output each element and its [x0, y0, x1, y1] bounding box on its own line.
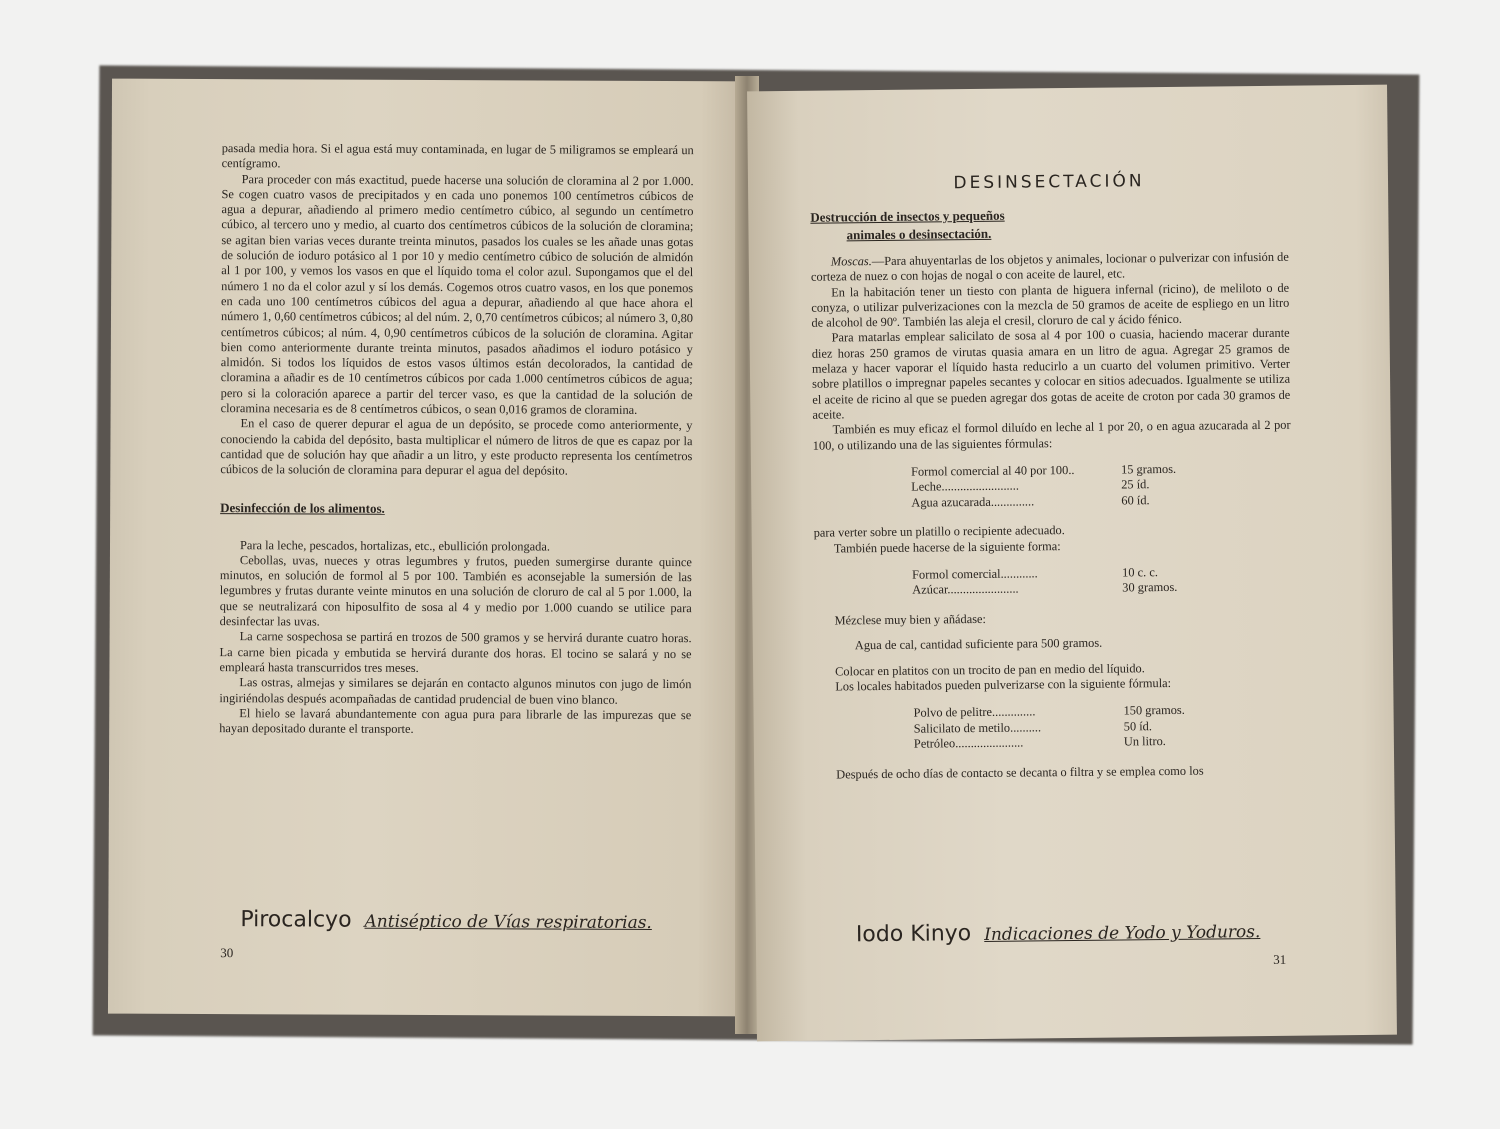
formula-quantity: 30 gramos.: [1122, 580, 1178, 595]
paragraph-body: —Para ahuyentarlas de los objetos y animales, locionar o pulverizar con infusión de corteza de nuez o con hojas de nogal o con aceite de laurel, etc.: [810, 249, 1289, 285]
formula-row: [912, 579, 1292, 598]
formula-ingredient: Azúcar.......................: [912, 582, 1019, 598]
formula-quantity: 25 íd.: [1121, 477, 1150, 492]
formula-quantity: 10 c. c.: [1122, 565, 1158, 580]
formula-quantity: 15 gramos.: [1120, 461, 1177, 477]
paragraph: Para proceder con más exactitud, puede hacerse una solución de cloramina al 2 por 1.000. Se cogen cuatro vasos de precipitados y en cada uno ponemos 100 centímetros cúbicos de agua a depurar, añadiendo al primero medio centímetro cúbico, al segundo un centímetro cúbico, al tercero uno y medio, al cuarto dos centímetros cúbicos de la solución de cloramina; se agitan bien varias veces durante treinta minutos, pasados los cuales se les añade unas gotas de solución de ioduro potásico al 1 por 10 y medio centímetro cúbico de solución de almidón al 1 por 100, y vemos los vasos en que el líquido toma el color azul. Supongamos que el del número 1 no da el color azul y sí los demás. Cogemos otros cuatro vasos, en los que ponemos en cada uno 100 centímetros cúbicos del agua a depurar, añadiendo al que hace ahora el número 1, 0,60 centímetros cúbicos; al del núm. 2, 0,70 centímetros cúbicos; al número 3, 0,80 centímetros cúbicos; al núm. 4, 0,90 centímetros cúbicos de la solución de cloramina. Agitar bien como anteriormente durante treinta minutos, pasados añadimos el ioduro potásico y almidón. Si todos los líquidos de estos vasos últimos están decolorados, la cantidad de cloramina a añadir es de 10 centímetros cúbicos por cada 1.000 centímetros cúbicos de agua; pero si la coloración aparece a partir del tercer vaso, es que la cantidad de la solución de cloramina necesaria es de 8 centímetros cúbicos, o sean 0,016 gramos de cloramina.: [220, 171, 694, 417]
section-heading: [810, 204, 1288, 245]
formula-row: [914, 733, 1294, 752]
formula-2: [912, 564, 1292, 599]
formula-ingredient: Petróleo......................: [913, 735, 1024, 751]
paragraph: El hielo se lavará abundantemente con agua pura para librarle de las impurezas que se hayan depositado durante el transporte.: [219, 705, 692, 737]
paragraph: para verter sobre un platillo o recipiente adecuado.: [813, 523, 1065, 541]
ad-tagline: Antiséptico de Vías respiratorias.: [364, 911, 652, 933]
paragraph: También es muy eficaz el formol diluído en leche al 1 por 20, o en agua azucarada al 2 por 100, o utilizando una de las siguientes fórmulas:: [812, 417, 1291, 453]
section-heading-line: animales o desinsectación.: [846, 225, 992, 243]
paragraph: pasada media hora. Si el agua está muy contaminada, en lugar de 5 miligramos se empleará un centígramo.: [221, 141, 694, 171]
page-title: DESINSECTACIÓN: [953, 171, 1145, 194]
paragraph: Colocar en platitos con un trocito de pan en medio del líquido.: [835, 660, 1145, 679]
paragraph: Las ostras, almejas y similares se dejarán en contacto algunos minutos con jugo de limón ingiriéndolas después acompañadas de cantidad prudencial de buen vino blanco.: [219, 675, 692, 707]
paragraph: También puede hacerse de la siguiente forma:: [833, 538, 1061, 556]
paragraph: La carne sospechosa se partirá en trozos de 500 gramos y se hervirá durante cuatro horas. La carne bien picada y embutida se hervirá durante dos horas. El tocino se salará y no se empleará hasta transcurridos tres meses.: [219, 629, 692, 675]
paragraph: Después de ocho días de contacto se decanta o filtra y se emplea como los: [836, 763, 1204, 782]
paragraph: Agua de cal, cantidad suficiente para 500 gramos.: [854, 635, 1103, 653]
left-page: [108, 79, 752, 1017]
paragraph: Cebollas, uvas, nueces y otras legumbres y frutos, pueden sumergirse durante quince minutos, en solución de formol al 5 por 100. También es aconsejable la sumersión de las legumbres y frutas durante veinte minutos en una solución de cloruro de cal al 5 por 1.000, la que se neutralizará con hiposulfito de sosa al 4 y medio por 1.000 cuando se utilice para desinfectar las uvas.: [219, 552, 692, 629]
page-number: 30: [220, 945, 234, 961]
paragraph: En el caso de querer depurar el agua de un depósito, se procede como anteriormente, y conociendo la cabida del depósito, basta multiplicar el número de litros de que es capaz por la cantidad que de solución hay que añadir a un litro, y este producto representa los centímetros cúbicos de la solución de cloramina para depurar el agua del depósito.: [220, 416, 693, 478]
ad-tagline: Indicaciones de Yodo y Yoduros.: [984, 922, 1261, 945]
formula-ingredient: Leche.........................: [911, 478, 1019, 495]
paragraph: Para la leche, pescados, hortalizas, etc., ebullición prolongada.: [239, 537, 551, 554]
formula-ingredient: Polvo de pelitre..............: [913, 704, 1036, 720]
formula-ingredient: Salicilato de metilo..........: [913, 719, 1042, 736]
formula-quantity: Un litro.: [1123, 734, 1166, 749]
paragraph: Mézclese muy bien y añádase:: [834, 611, 987, 628]
paragraph: Para matarlas emplear salicilato de sosa al 4 por 100 o cuasia, haciendo macerar durante diez horas 250 gramos de virutas quasia amara en un litro de agua. Agregar 25 gramos de melaza y hacer vaporar el líquido hasta reducirlo a un cuarto del volumen primitivo. Verter sobre platillos o impregnar papeles secantes y colocar en sitios adecuados. Igualmente se utiliza el aceite de ricino al que se pueden agregar dos gotas de aceite de croton por cada 30 gramos de aceite.: [811, 326, 1291, 422]
formula-3: [913, 702, 1293, 752]
right-page: [747, 85, 1397, 1042]
paragraph: Los locales habitados pueden pulverizarse con la siguiente fórmula:: [835, 675, 1172, 694]
formula-row: [911, 492, 1291, 511]
ad-brand: Iodo Kinyo: [855, 921, 972, 948]
formula-ingredient: Formol comercial al 40 por 100..: [910, 462, 1075, 479]
formula-1: [911, 461, 1291, 511]
formula-ingredient: Agua azucarada..............: [911, 494, 1035, 510]
formula-quantity: 60 íd.: [1121, 493, 1150, 508]
section-heading: Desinfección de los alimentos.: [220, 499, 385, 516]
advertisement-footer: [856, 918, 1261, 947]
formula-ingredient: Formol comercial............: [912, 566, 1038, 582]
paragraph: [811, 250, 1289, 286]
ad-brand: Pirocalcyo: [240, 907, 352, 933]
formula-quantity: 50 íd.: [1123, 718, 1153, 734]
advertisement-footer: [240, 907, 652, 934]
paragraph-lead: Moscas.: [830, 254, 872, 269]
paragraph: En la habitación tener un tiesto con planta de higuera infernal (ricino), de meliloto o de conyza, o utilizar pulverizaciones con la mezcla de 50 gramos de aceite de espliego en un litro de alcohol de 90º. También las aleja el cresil, cloruro de cal y ácido fénico.: [811, 280, 1290, 330]
section-heading-line: Destrucción de insectos y pequeños: [810, 207, 1005, 225]
formula-quantity: 150 gramos.: [1123, 702, 1185, 718]
page-number: 31: [1273, 951, 1287, 967]
